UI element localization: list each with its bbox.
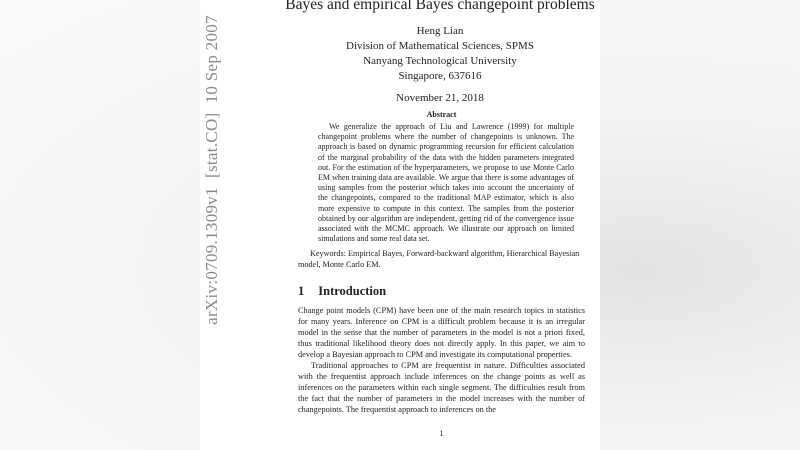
section-title: Introduction xyxy=(318,284,387,299)
page-content-flow xyxy=(298,110,600,439)
paper-date: November 21, 2018 xyxy=(396,92,484,104)
paper-title: Bayes and empirical Bayes changepoint problems xyxy=(285,0,595,13)
paper-page xyxy=(200,0,600,450)
affiliation-line: Division of Mathematical Sciences, SPMS xyxy=(346,40,534,52)
author-name: Heng Lian xyxy=(416,25,464,37)
keywords: Keywords: Empirical Bayes, Forward-backward algorithm, Hierarchical Bayesian model, Monte Carlo EM. xyxy=(298,249,580,269)
affiliation-line: Nanyang Technological University xyxy=(363,55,517,67)
abstract-text: We generalize the approach of Liu and Lawrence (1999) for multiple changepoint problems where the number of changepoints is unknown. The approach is based on dynamic programming recursion for efficient calculation of the marginal probability of the data with the hidden parameters integrated out. For the estimation of the hyperparameters, we propose to use Monte Carlo EM when training data are available. We argue that there is some advantages of using samples from the posterior which takes into account the uncertainty of the changepoints, compared to the traditional MAP estimator, which is also more expensive to compute in this context. The samples from the posterior obtained by our algorithm are independent, getting rid of the convergence issue associated with the MCMC approach. We illustrate our approach on limited simulations and some real data set. xyxy=(318,122,574,244)
paragraph: Traditional approaches to CPM are frequentist in nature. Difficulties associated with the frequentist approach include inferences on the change points as well as inferences on the parameters within each single segment. The difficulties result from the fact that the number of parameters in the model increases with the number of changepoints. The frequentist approach to inferences on the xyxy=(298,361,585,415)
page-number: 1 xyxy=(439,429,444,439)
abstract-heading: Abstract xyxy=(426,110,457,119)
section-heading xyxy=(298,284,600,299)
affiliation-line: Singapore, 637616 xyxy=(398,70,482,82)
arxiv-stamp: arXiv:0709.1309v1 [stat.CO] 10 Sep 2007 xyxy=(202,15,221,325)
section-body xyxy=(298,305,585,415)
section-number: 1 xyxy=(298,284,305,299)
author-block xyxy=(240,24,640,106)
paragraph: Change point models (CPM) have been one of the main research topics in statistics for many years. Inference on CPM is a difficult problem because it is an irregular model in the sense that the number of parameters in the model is not a priori fixed, thus traditional likelihood theory does not directly apply. In this paper, we aim to develop a Bayesian approach to CPM and investigate its computational properties. xyxy=(298,306,585,360)
